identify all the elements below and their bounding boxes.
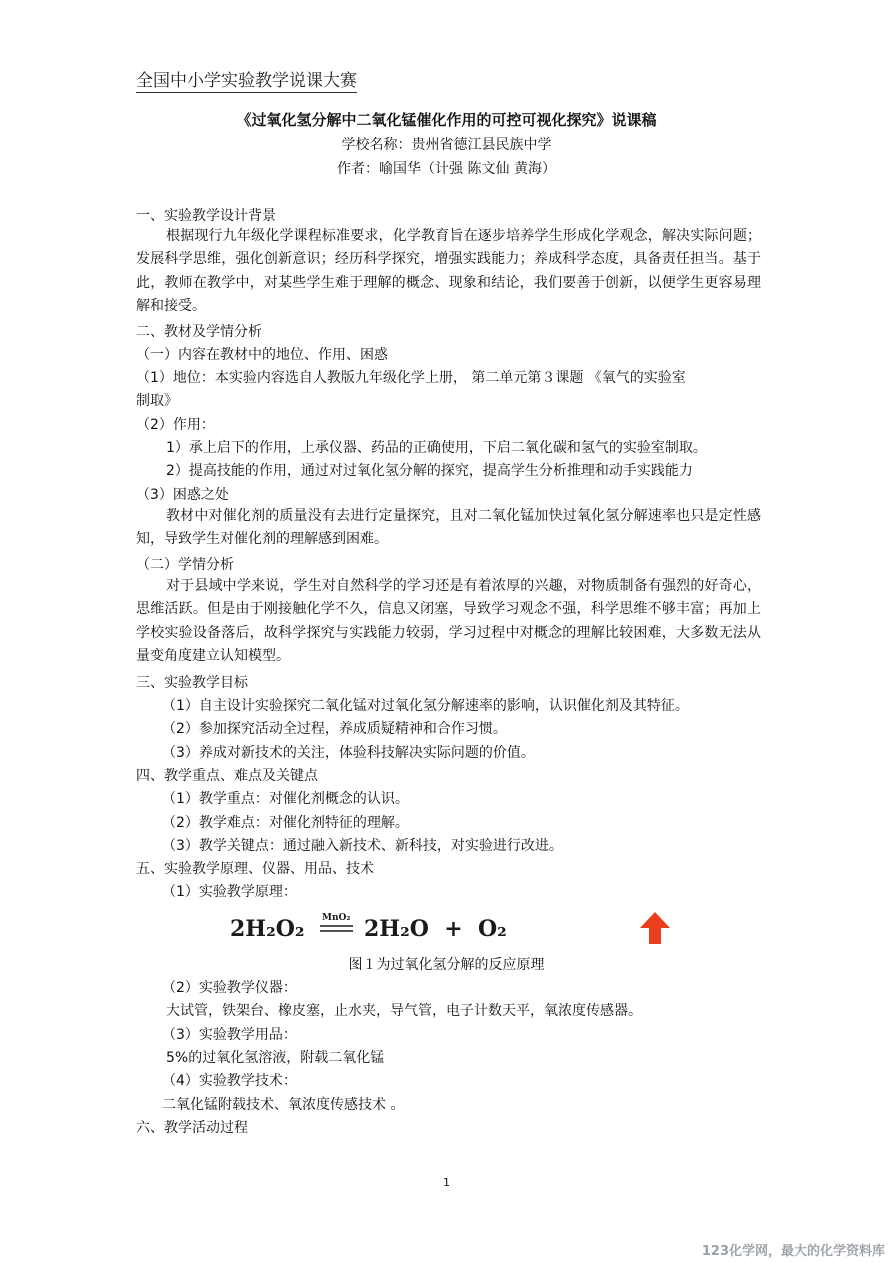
list-item: （3）养成对新技术的关注，体验科技解决实际问题的价值。 [162, 745, 535, 761]
list-item: （1）自主设计实验探究二氧化锰对过氧化氢分解速率的影响，认识催化剂及其特征。 [162, 698, 689, 714]
list-item: （3）困惑之处 [136, 487, 229, 503]
paragraph-student-analysis: 对于县域中学来说，学生对自然科学的学习还是有着浓厚的兴趣，对物质制备有强烈的好奇心，思维活跃。但是由于刚接触化学不久，信息又闭塞，导致学习观念不强，科学思维不够丰富；再加上学校实验设备落后，故科学探究与实践能力较弱，学习过程中对概念的理解比较困难，大多数无法从量变角度建立认知模型。 [136, 578, 761, 665]
page-number: 1 [443, 1176, 450, 1189]
list-item: （3）教学关键点：通过融入新技术、新科技，对实验进行改进。 [162, 838, 563, 854]
author-line: 作者：喻国华（计强 陈文仙 黄海） [337, 161, 556, 177]
subsection-heading: （一）内容在教材中的地位、作用、困惑 [136, 347, 388, 363]
equation-reactant: 2H₂O₂ [230, 916, 305, 942]
list-item-value: 二氧化锰附载技术、氧浓度传感技术 。 [162, 1097, 405, 1113]
reaction-equation [230, 908, 680, 948]
equation-products: 2H₂O + O₂ [364, 916, 507, 942]
list-item: （2）参加探究活动全过程，养成质疑精神和合作习惯。 [162, 721, 507, 737]
equation-figure [230, 908, 680, 948]
list-item-value: 大试管，铁架台、橡皮塞，止水夹，导气管，电子计数天平，氧浓度传感器。 [166, 1003, 642, 1019]
section-heading-1: 一、实验教学设计背景 [136, 208, 276, 224]
section-heading-3: 三、实验教学目标 [136, 675, 248, 691]
list-item: （2）实验教学仪器： [162, 980, 297, 996]
list-item: 1）承上启下的作用，上承仪器、药品的正确使用，下启二氧化碳和氢气的实验室制取。 [166, 440, 707, 456]
gas-up-arrow-icon [640, 912, 670, 944]
section-heading-4: 四、教学重点、难点及关键点 [136, 768, 318, 784]
document-title: 《过氧化氢分解中二氧化锰催化作用的可控可视化探究》说课稿 [236, 111, 657, 129]
paragraph-background: 根据现行九年级化学课程标准要求，化学教育旨在逐步培养学生形成化学观念，解决实际问题；发展科学思维，强化创新意识；经历科学探究，增强实践能力；养成科学态度，具备责任担当。基于此，教师在教学中，对某些学生难于理解的概念、现象和结论，我们要善于创新，以便学生更容易理解和接受。 [136, 228, 761, 315]
section-heading-2: 二、教材及学情分析 [136, 324, 262, 340]
figure-caption: 图１为过氧化氢分解的反应原理 [348, 957, 545, 973]
subsection-heading: （二）学情分析 [136, 557, 234, 573]
list-item: （1）实验教学原理： [162, 884, 297, 900]
list-item: 2）提高技能的作用，通过对过氧化氢分解的探究，提高学生分析推理和动手实践能力 [166, 463, 693, 479]
list-item: （2）教学难点：对催化剂特征的理解。 [162, 815, 409, 831]
list-item: （3）实验教学用品： [162, 1027, 297, 1043]
paragraph-confusion: 教材中对催化剂的质量没有去进行定量探究，且对二氧化锰加快过氧化氢分解速率也只是定性感知，导致学生对催化剂的理解感到困难。 [136, 508, 761, 548]
school-name: 学校名称：贵州省德江县民族中学 [341, 137, 552, 153]
list-item-continued: 制取》 [136, 393, 178, 409]
contest-header: 全国中小学实验教学说课大赛 [136, 66, 357, 93]
footer-watermark: 123化学网，最大的化学资料库 [701, 1244, 885, 1259]
list-item: （1）地位：本实验内容选自人教版九年级化学上册， 第二单元第３课题 《氧气的实验室 [136, 370, 686, 386]
list-item: （1）教学重点：对催化剂概念的认识。 [162, 791, 409, 807]
list-item: （4）实验教学技术： [162, 1073, 297, 1089]
section-heading-5: 五、实验教学原理、仪器、用品、技术 [136, 861, 374, 877]
list-item: （2）作用： [136, 417, 215, 433]
equation-catalyst: MnO₂ [322, 913, 351, 923]
section-heading-6: 六、教学活动过程 [136, 1120, 248, 1136]
list-item-value: 5%的过氧化氢溶液，附载二氧化锰 [166, 1050, 385, 1066]
